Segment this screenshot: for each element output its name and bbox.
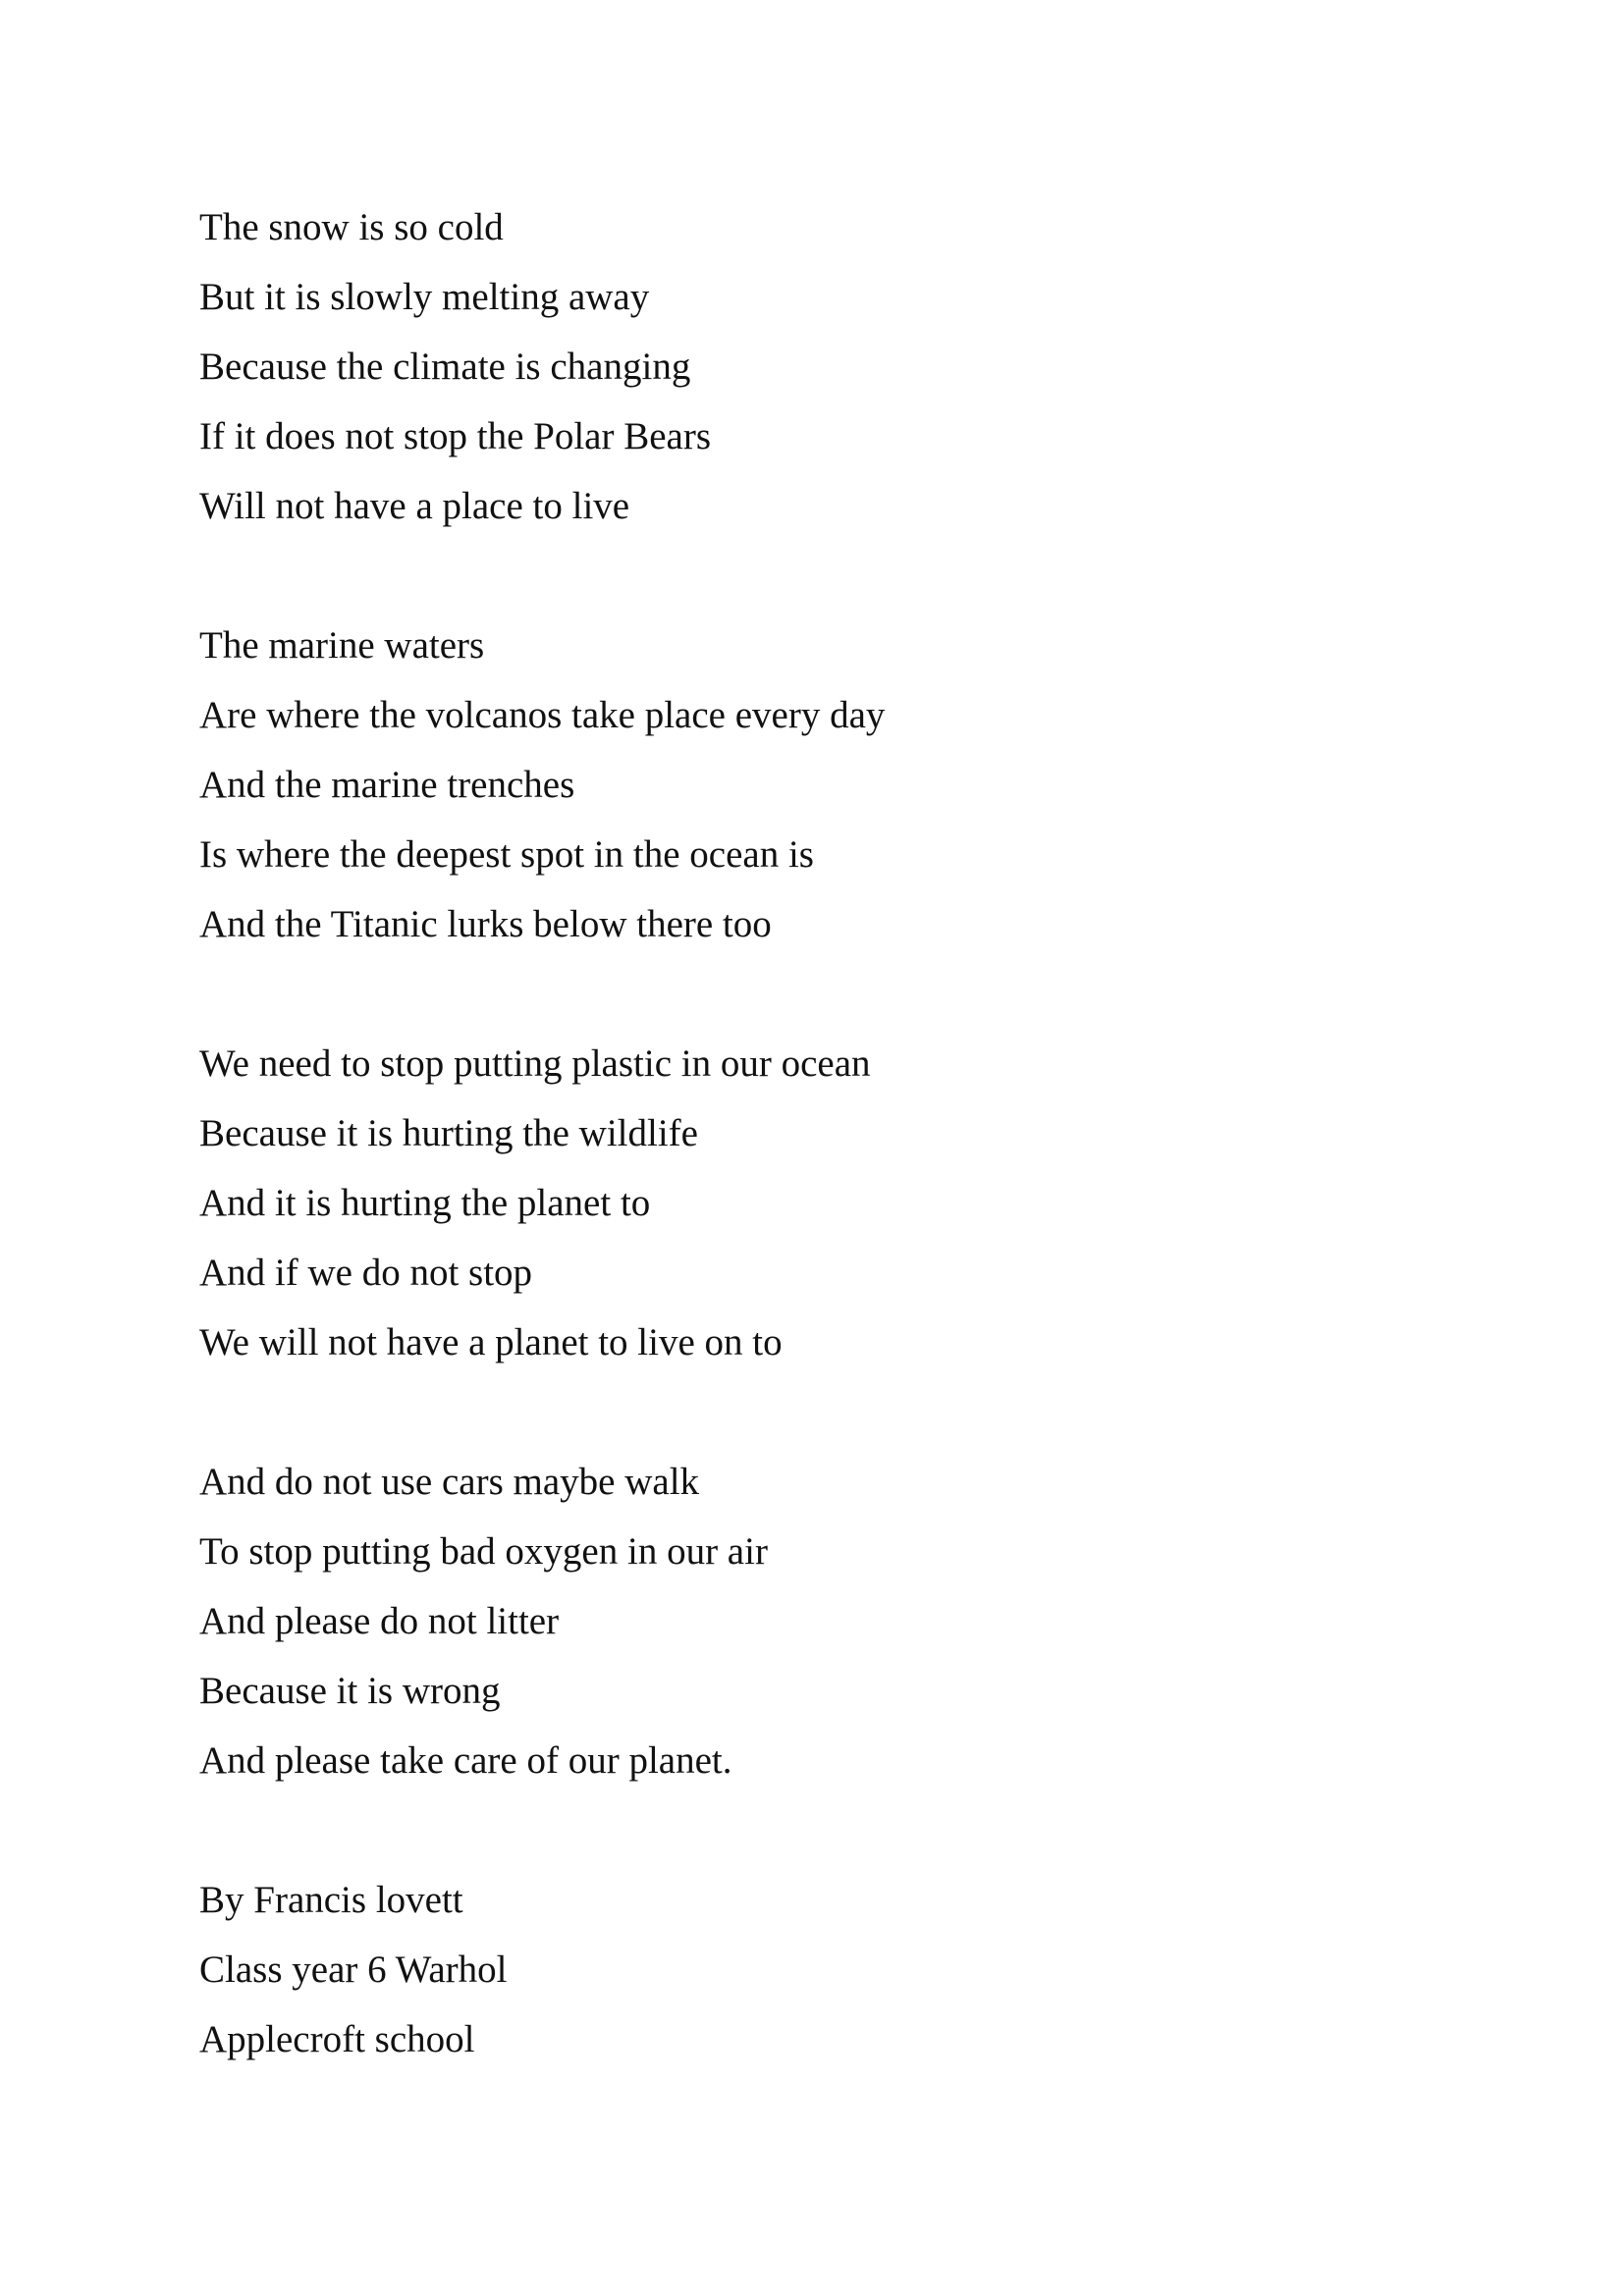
- poem-line: To stop putting bad oxygen in our air: [199, 1530, 768, 1573]
- poem-line: The marine waters: [199, 624, 485, 667]
- stanza-2: [199, 611, 1476, 959]
- poem-line: Because the climate is changing: [199, 346, 691, 388]
- poem-line: We need to stop putting plastic in our ocean: [199, 1042, 871, 1085]
- poem-line: Is where the deepest spot in the ocean is: [199, 833, 814, 876]
- poem-line: And if we do not stop: [199, 1252, 533, 1294]
- school-name: Applecroft school: [199, 2018, 475, 2060]
- author-name: By Francis lovett: [199, 1879, 463, 1921]
- poem-line: Because it is wrong: [199, 1670, 501, 1712]
- poem-line: And the Titanic lurks below there too: [199, 903, 772, 945]
- poem-line: And do not use cars maybe walk: [199, 1461, 700, 1503]
- poem-line: If it does not stop the Polar Bears: [199, 415, 711, 457]
- poem-line: But it is slowly melting away: [199, 276, 650, 318]
- poem-line: And please do not litter: [199, 1600, 560, 1642]
- poem-body: [199, 192, 1476, 2074]
- poem-line: Because it is hurting the wildlife: [199, 1112, 698, 1154]
- class-name: Class year 6 Warhol: [199, 1949, 508, 1991]
- poem-line: The snow is so cold: [199, 206, 504, 248]
- signature-block: [199, 1865, 1476, 2074]
- stanza-3: [199, 1029, 1476, 1377]
- poem-line: And it is hurting the planet to: [199, 1182, 651, 1224]
- poem-line: Will not have a place to live: [199, 485, 630, 527]
- poem-line: And please take care of our planet.: [199, 1739, 732, 1782]
- poem-line: Are where the volcanos take place every day: [199, 694, 886, 736]
- poem-line: And the marine trenches: [199, 764, 575, 806]
- stanza-1: [199, 192, 1476, 541]
- stanza-4: [199, 1447, 1476, 1795]
- poem-line: We will not have a planet to live on to: [199, 1321, 783, 1363]
